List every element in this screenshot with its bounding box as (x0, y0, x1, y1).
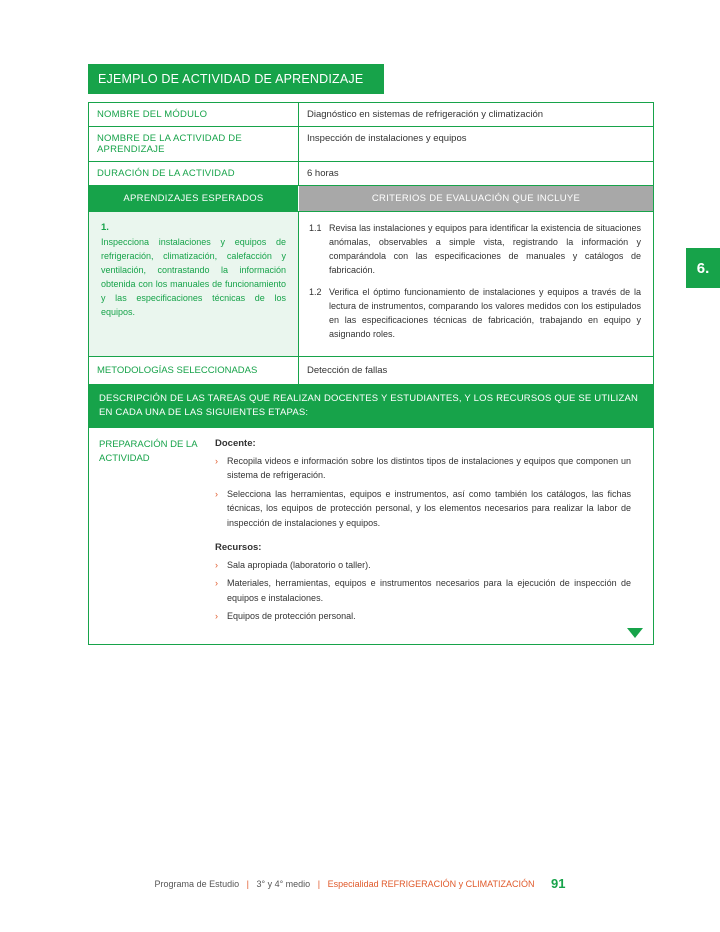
footer-separator: | (317, 879, 321, 889)
duration-value: 6 horas (307, 168, 339, 179)
list-item (215, 487, 631, 530)
activity-table (88, 102, 654, 645)
learning-outcome-number: 1. (101, 222, 109, 233)
footer-separator: | (246, 879, 249, 889)
stage-row (89, 428, 653, 644)
teacher-heading: Docente: (215, 438, 256, 449)
list-item (215, 609, 631, 623)
chevron-right-icon: › (215, 578, 218, 589)
activity-name-label: NOMBRE DE LA ACTIVIDAD DE APRENDIZAJE (89, 127, 299, 161)
footer-level: 3° y 4° medio (256, 879, 311, 889)
duration-label: DURACIÓN DE LA ACTIVIDAD (89, 162, 299, 185)
outcomes-criteria-row (89, 212, 653, 357)
criterion-index: 1.1 (309, 223, 322, 233)
list-item (215, 558, 631, 572)
page-number: 91 (550, 876, 566, 891)
list-item (215, 576, 631, 605)
section-title-text: EJEMPLO DE ACTIVIDAD DE APRENDIZAJE (98, 72, 364, 86)
evaluation-criteria-header: CRITERIOS DE EVALUACIÓN QUE INCLUYE (299, 186, 653, 211)
chevron-right-icon: › (215, 488, 218, 499)
activity-name-value: Inspección de instalaciones y equipos (307, 133, 467, 144)
module-name-label: NOMBRE DEL MÓDULO (89, 103, 299, 126)
list-item-text: Selecciona las herramientas, equipos e instrumentos, así como también los catálogos, las fichas técnicas, los equipos de protección personal, y los elementos necesarios para realizar la labor de inspección de instalaciones y equipos. (227, 488, 631, 528)
page-footer (0, 876, 720, 891)
criterion-text: Revisa las instalaciones y equipos para identificar la existencia de situaciones anómalas, observables a simple vista, registrando la información y comparándola con las especificaciones de manuales y catálogos de fabricación. (329, 223, 641, 275)
methodologies-label: METODOLOGÍAS SELECCIONADAS (89, 357, 299, 384)
footer-program: Programa de Estudio (154, 879, 240, 889)
learning-outcomes-header: APRENDIZAJES ESPERADOS (89, 186, 299, 211)
criterion-index: 1.2 (309, 286, 322, 297)
criterion-item (309, 286, 641, 342)
chevron-right-icon: › (215, 611, 218, 622)
table-row (89, 162, 653, 186)
list-item (215, 454, 631, 483)
chapter-number: 6. (696, 259, 710, 277)
methodologies-row (89, 357, 653, 385)
criterion-item (309, 222, 641, 278)
stage-label: PREPARACIÓN DE LA ACTIVIDAD (99, 439, 198, 465)
module-name-value: Diagnóstico en sistemas de refrigeración y climatización (307, 109, 544, 120)
continues-down-icon (627, 628, 643, 638)
resources-heading: Recursos: (215, 541, 262, 553)
section-title-tab (88, 64, 384, 94)
list-item-text: Materiales, herramientas, equipos e instrumentos necesarios para la ejecución de inspección de equipos e instalaciones. (227, 578, 631, 603)
learning-outcome-text: Inspecciona instalaciones y equipos de refrigeración, climatización, calefacción y ventilación, contrastando la información obtenida con los manuales de funcionamiento y las especificaciones técnicas de los equipos. (101, 237, 286, 317)
learning-outcome-cell (89, 212, 299, 356)
list-item-text: Recopila videos e información sobre los distintos tipos de instalaciones y equipos que componen un sistema de refrigeración. (227, 456, 631, 481)
stage-content (209, 428, 653, 644)
list-item-text: Equipos de protección personal. (227, 611, 356, 622)
table-row (89, 127, 653, 162)
chevron-right-icon: › (215, 456, 218, 466)
list-item-text: Sala apropiada (laboratorio o taller). (227, 559, 371, 570)
table-row (89, 103, 653, 127)
methodologies-value: Detección de fallas (307, 364, 388, 376)
footer-specialty: Especialidad REFRIGERACIÓN y CLIMATIZACIÓN (327, 879, 535, 889)
criteria-cell (299, 212, 653, 356)
description-band: DESCRIPCIÓN DE LAS TAREAS QUE REALIZAN DOCENTES Y ESTUDIANTES, Y LOS RECURSOS QUE SE UTILIZAN EN CADA UNA DE LAS SIGUIENTES ETAPAS: (89, 385, 653, 429)
chapter-side-tab (686, 248, 720, 288)
chevron-right-icon: › (215, 559, 218, 570)
criterion-text: Verifica el óptimo funcionamiento de instalaciones y equipos a través de la lectura de instrumentos, comparando los valores medidos con los estipulados en las especificaciones técnicas de fabricación, trabajando en equipo y asignando roles. (329, 286, 641, 339)
column-headers-band (89, 186, 653, 212)
